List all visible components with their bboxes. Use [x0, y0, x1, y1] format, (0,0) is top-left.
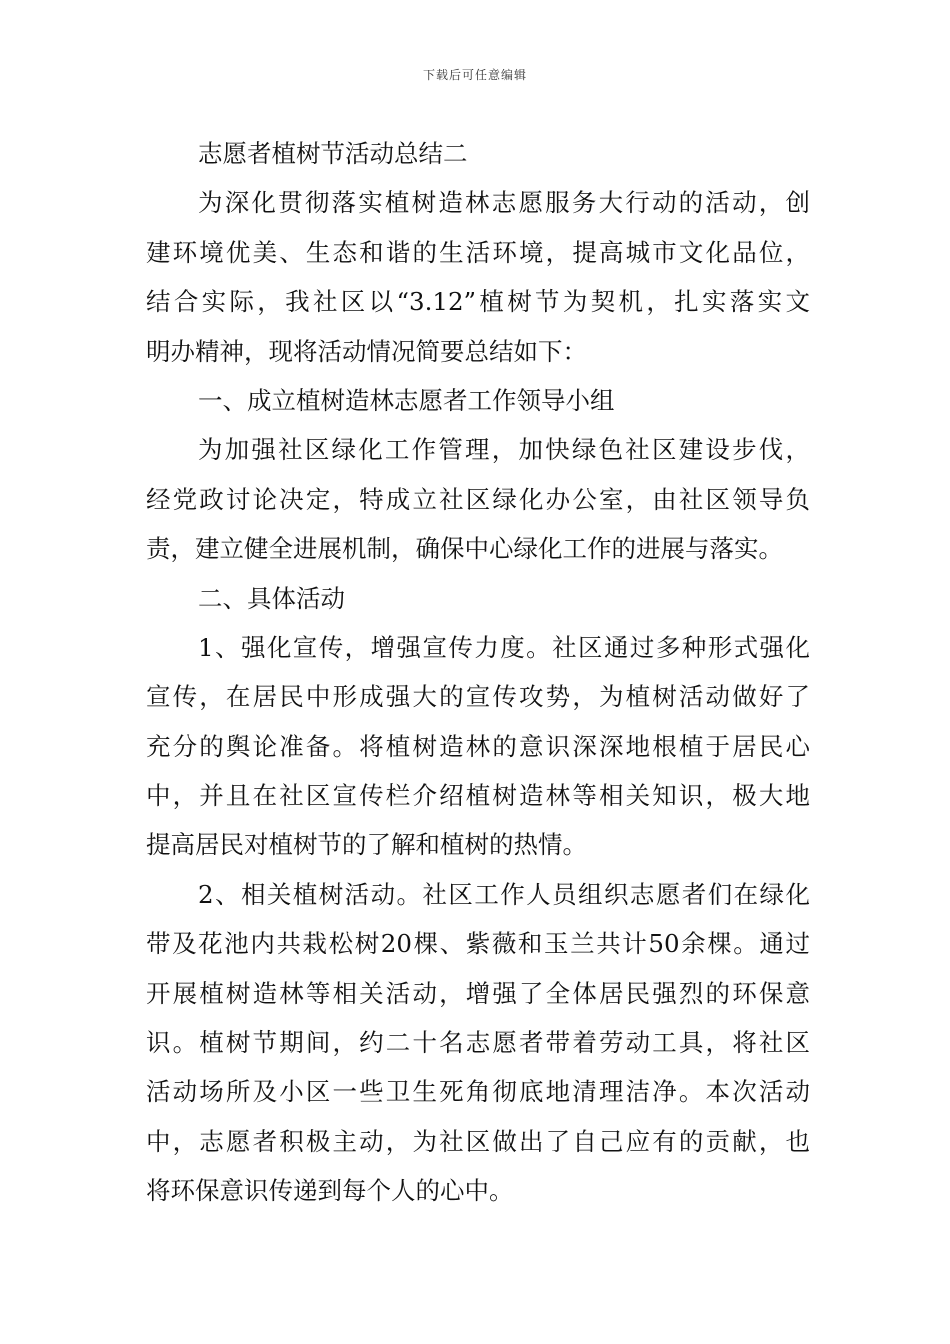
- paragraph-line: 活动场所及小区一些卫生死角彻底地清理洁净。本次活动: [146, 1077, 810, 1107]
- paragraph-line: 为深化贯彻落实植树造林志愿服务大行动的活动，创: [198, 188, 810, 218]
- paragraph-line: 中，并且在社区宣传栏介绍植树造林等相关知识，极大地: [146, 781, 810, 811]
- paragraph-line: 建环境优美、生态和谐的生活环境，提高城市文化品位，: [146, 237, 810, 267]
- paragraph-line: 明办精神，现将活动情况简要总结如下：: [146, 336, 587, 366]
- paragraph-line: 开展植树造林等相关活动，增强了全体居民强烈的环保意: [146, 978, 810, 1008]
- section-heading-1: 一、成立植树造林志愿者工作领导小组: [198, 385, 615, 415]
- paragraph-line: 经党政讨论决定，特成立社区绿化办公室，由社区领导负: [146, 484, 810, 514]
- section-heading-2: 二、具体活动: [198, 583, 345, 613]
- paragraph-line: 2、相关植树活动。社区工作人员组织志愿者们在绿化: [198, 879, 810, 909]
- paragraph-line: 责，建立健全进展机制，确保中心绿化工作的进展与落实。: [146, 534, 783, 564]
- document-title: 志愿者植树节活动总结二: [198, 139, 468, 168]
- paragraph-line: 提高居民对植树节的了解和植树的热情。: [146, 830, 587, 860]
- intro-paragraph: [146, 178, 810, 376]
- paragraph-line: 为加强社区绿化工作管理，加快绿色社区建设步伐，: [198, 435, 810, 465]
- header-note: 下载后可任意编辑: [422, 68, 527, 82]
- document-body: [146, 129, 810, 1216]
- item2-paragraph: [146, 870, 810, 1216]
- paragraph-line: 将环保意识传递到每个人的心中。: [146, 1176, 514, 1206]
- section1-paragraph: [146, 425, 810, 573]
- paragraph-line: 识。植树节期间，约二十名志愿者带着劳动工具，将社区: [146, 1028, 810, 1058]
- paragraph-line: 中，志愿者积极主动，为社区做出了自己应有的贡献，也: [146, 1126, 810, 1156]
- paragraph-line: 带及花池内共栽松树20棵、紫薇和玉兰共计50余棵。通过: [146, 929, 810, 959]
- paragraph-line: 结合实际，我社区以“3.12”植树节为契机，扎实落实文: [146, 287, 810, 317]
- paragraph-line: 充分的舆论准备。将植树造林的意识深深地根植于居民心: [146, 731, 810, 761]
- paragraph-line: 宣传，在居民中形成强大的宣传攻势，为植树活动做好了: [146, 682, 810, 712]
- paragraph-line: 1、强化宣传，增强宣传力度。社区通过多种形式强化: [198, 632, 810, 662]
- item1-paragraph: [146, 623, 810, 870]
